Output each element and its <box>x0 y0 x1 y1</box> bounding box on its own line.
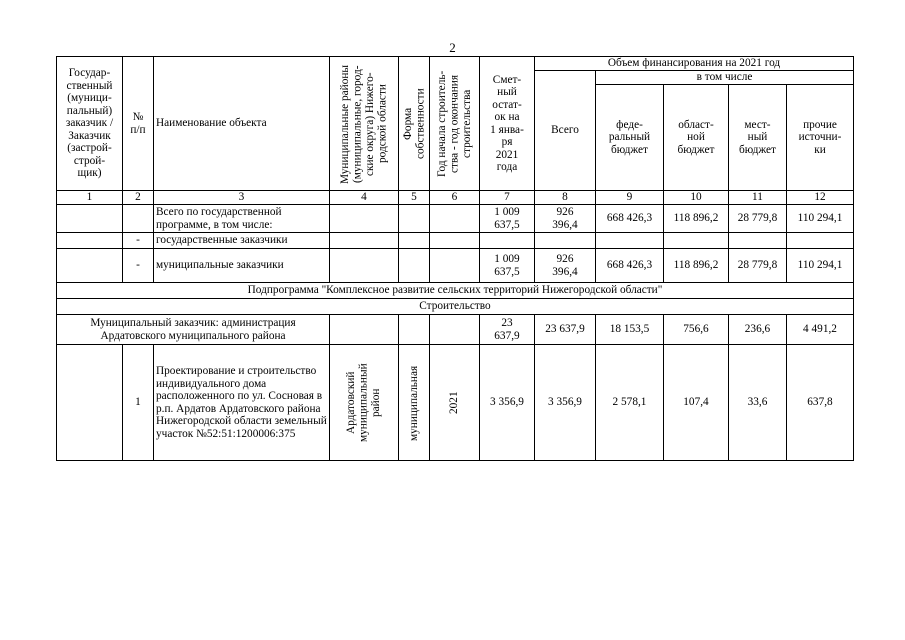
item-district: Ардатовский муниципальный район <box>345 363 383 442</box>
header-including: в том числе <box>596 71 854 85</box>
header-regional: област- ной бюджет <box>664 85 729 191</box>
table-row-construction <box>57 299 854 315</box>
col-num: 11 <box>729 191 787 205</box>
header-districts-cell <box>330 57 399 191</box>
row-total-local: 28 779,8 <box>729 205 787 233</box>
row-municipal-regional: 118 896,2 <box>664 249 729 283</box>
column-numbers-row <box>57 191 854 205</box>
row-total-other: 110 294,1 <box>787 205 854 233</box>
item-balance: 3 356,9 <box>480 345 535 461</box>
col-num: 9 <box>596 191 664 205</box>
header-total: Всего <box>535 71 596 191</box>
table-row-subprogram <box>57 283 854 299</box>
customer-regional: 756,6 <box>664 315 729 345</box>
row-total-balance: 1 009 637,5 <box>480 205 535 233</box>
item-sum: 3 356,9 <box>535 345 596 461</box>
header-districts: Муниципальные районы (муниципальные, город- ские округа) Нижего- родской области <box>339 64 389 184</box>
item-year-cell <box>430 345 480 461</box>
item-district-cell <box>330 345 399 461</box>
row-municipal-num: - <box>123 249 154 283</box>
header-object-name: Наименование объекта <box>154 57 330 191</box>
row-municipal-other: 110 294,1 <box>787 249 854 283</box>
item-regional: 107,4 <box>664 345 729 461</box>
customer-federal: 18 153,5 <box>596 315 664 345</box>
col-num: 1 <box>57 191 123 205</box>
row-state-num: - <box>123 233 154 249</box>
row-municipal-local: 28 779,8 <box>729 249 787 283</box>
financing-table <box>56 56 854 461</box>
col-num: 5 <box>399 191 430 205</box>
row-total-name: Всего по государственной программе, в том числе: <box>154 205 330 233</box>
row-total-regional: 118 896,2 <box>664 205 729 233</box>
col-num: 3 <box>154 191 330 205</box>
col-num: 4 <box>330 191 399 205</box>
col-num: 12 <box>787 191 854 205</box>
header-other: прочие источни- ки <box>787 85 854 191</box>
customer-other: 4 491,2 <box>787 315 854 345</box>
table-row-state <box>57 233 854 249</box>
table-row-total <box>57 205 854 233</box>
col-num: 6 <box>430 191 480 205</box>
item-num: 1 <box>123 345 154 461</box>
col-num: 10 <box>664 191 729 205</box>
header-estimate-balance: Смет- ный остат- ок на 1 янва- ря 2021 года <box>480 57 535 191</box>
col-num: 2 <box>123 191 154 205</box>
customer-name: Муниципальный заказчик: администрация Ардатовского муниципального района <box>57 315 330 345</box>
row-municipal-name: муниципальные заказчики <box>154 249 330 283</box>
header-ownership: Форма собственности <box>401 88 426 159</box>
header-ownership-cell <box>399 57 430 191</box>
header-local: мест- ный бюджет <box>729 85 787 191</box>
customer-sum: 23 637,9 <box>535 315 596 345</box>
row-municipal-federal: 668 426,3 <box>596 249 664 283</box>
table-row-municipal <box>57 249 854 283</box>
header-customer: Государ- ственный (муници- пальный) заказчик / Заказчик (застрой- строй- щик) <box>57 57 123 191</box>
row-total-federal: 668 426,3 <box>596 205 664 233</box>
row-state-name: государственные заказчики <box>154 233 330 249</box>
row-municipal-sum: 926 396,4 <box>535 249 596 283</box>
customer-balance: 23 637,9 <box>480 315 535 345</box>
page-number: 2 <box>449 40 456 55</box>
row-total-sum: 926 396,4 <box>535 205 596 233</box>
header-funding-volume: Объем финансирования на 2021 год <box>535 57 854 71</box>
header-years: Год начала строитель- ства - год окончания строительства <box>435 70 473 177</box>
item-ownership: муниципальная <box>407 364 420 441</box>
col-num: 7 <box>480 191 535 205</box>
customer-local: 236,6 <box>729 315 787 345</box>
header-years-cell <box>430 57 480 191</box>
item-local: 33,6 <box>729 345 787 461</box>
header-federal: феде- ральный бюджет <box>596 85 664 191</box>
col-num: 8 <box>535 191 596 205</box>
item-ownership-cell <box>399 345 430 461</box>
item-name: Проектирование и строительство индивидуального дома расположенного по ул. Сосновая в р.п. Ардатов Ардатовского района Нижегородской области земельный участок №52:51:1200006:375 <box>154 345 330 461</box>
table-row-customer <box>57 315 854 345</box>
row-municipal-balance: 1 009 637,5 <box>480 249 535 283</box>
item-federal: 2 578,1 <box>596 345 664 461</box>
table-row-item <box>57 345 854 461</box>
item-year: 2021 <box>448 391 461 414</box>
header-number: № п/п <box>123 57 154 191</box>
subprogram-title: Подпрограмма "Комплексное развитие сельских территорий Нижегородской области" <box>57 283 854 299</box>
construction-title: Строительство <box>57 299 854 315</box>
item-other: 637,8 <box>787 345 854 461</box>
